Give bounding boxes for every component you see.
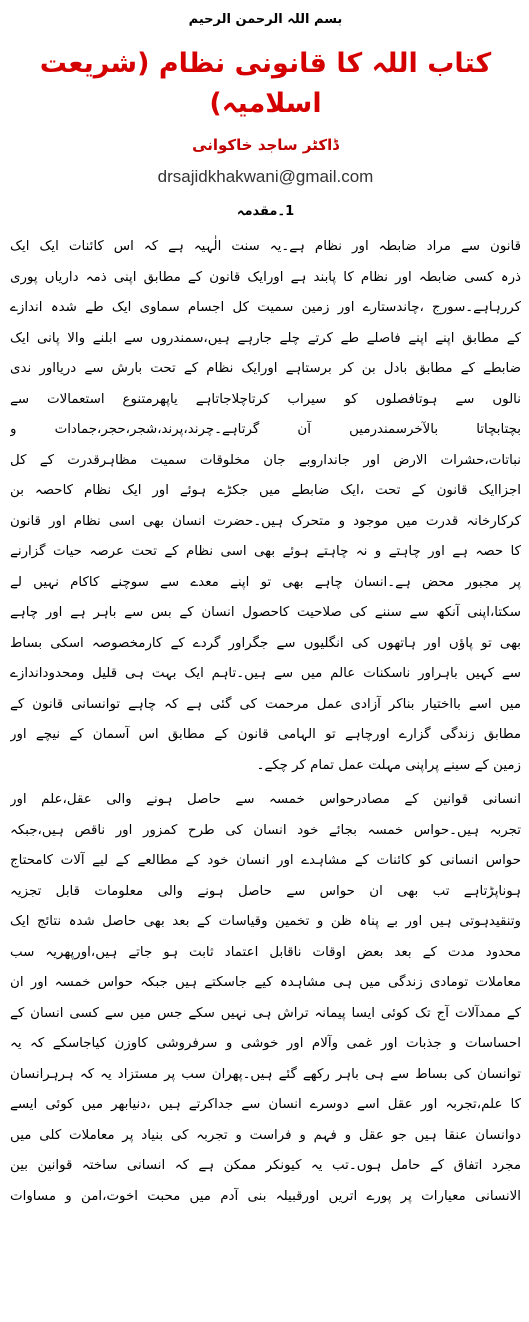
text-line: احساسات و جذبات اور غمی وآلام اور خوشی و سرفروشی کاوزن کیاجاسکے کہ یہ — [10, 1036, 521, 1051]
text-line: پر مجبور محض ہے۔انسان چاہے بھی تو اپنے معدے سے سوچنے کاکام نہیں لے — [10, 574, 521, 590]
text-line: بچتابچاتا بالآخرسمندرمیں آن گرتاہے۔چرند،پرند،شجر،حجر،جمادات و — [10, 422, 521, 437]
text-line: ضابطے کے مطابق بادل بن کر برستاہے اورایک نظام کے تحت بارش سے دریااور ندی — [10, 361, 521, 376]
text-line: الانسانی معیارات پر پورے اتریں اورقبیلہ بنی آدم میں محبت اخوت،امن و مساوات — [10, 1188, 521, 1204]
text-line: تجربہ ہیں۔حواس خمسہ بجائے خود انسان کی طرح کمزور اور ناقص ہیں،جبکہ — [10, 822, 521, 838]
text-line: وتنقیدہوتی ہیں اور بے پناہ ظن و تخمین وقیاسات کے بعد بھی حاصل شدہ نتائج ایک — [10, 914, 521, 929]
text-line: زمین کے سینے پراپنی مہلت عمل تمام کر چکے۔ — [256, 757, 521, 773]
text-line: کا حصہ ہے اور چاہتے و نہ چاہتے ہوئے بھی اسی نظام کے تحت عرصہ حیات گزارنے — [10, 544, 521, 559]
text-line: حواس انسانی کو کائنات کے مشاہدے اور انسان خود کے مطالعے کے لیے آلات کامحتاج — [10, 853, 521, 868]
author-name: ڈاکٹر ساجد خاکوانی — [192, 136, 339, 154]
text-line: محدود مدت کے بعد بعض اوقات ناقابل اعتماد ثابت ہو جاتے ہیں،اورپھریہ سب — [10, 944, 521, 960]
text-line: کرکارخانہ قدرت میں موجود و متحرک ہیں۔حضرت انسان بھی اسی نظام اور قانون — [10, 513, 521, 529]
text-line: بھی تو پاؤں اور ہاتھوں کی انگلیوں سے جگراور گردے کے کارمخصوصہ اسکی بساط — [10, 635, 521, 651]
text-line: میں اسے بااختیار بناکر آزادی عمل مرحمت کی گئی ہے کہ چاہے توانسانی قانون کے — [10, 696, 521, 712]
text-line: نباتات،حشرات الارض اور جانداروبے جان مخلوقات سمیت مظاہرقدرت کے کل — [10, 452, 521, 468]
text-line: کا علم،تجربہ اور عقل اسے دوسرے انسان سے جداکرتے ہیں ،دنیابھر میں کوئی ایسے — [10, 1097, 521, 1112]
text-line: قانون سے مراد ضابطہ اور نظام ہے۔یہ سنت الٰہیہ ہے کہ اس کائنات ایک ایک — [10, 239, 521, 254]
text-line: ذرہ کسی ضابطہ اور نظام کا پابند ہے اورایک قانون کے مطابق اپنی ذمہ داریاں پوری — [10, 269, 521, 285]
author-email: drsajidkhakwani@gmail.com — [157, 167, 374, 186]
text-line: دوانسان عنقا ہیں جو عقل و فہم و فراست و تجربہ کی بنیاد پر معاملات کلی میں — [10, 1127, 521, 1143]
bismillah: بسم اللہ الرحمن الرحیم — [188, 12, 343, 27]
text-line: مطابق زندگی گزارے اورچاہے تو الہامی قانون کے مطابق اس آسمان کے نیچے اور — [10, 727, 521, 742]
text-line: سکتا،اپنی آنکھ سے سننے کی صلاحیت کاحصول انسان کے بس سے باہر ہے اور چاہے — [10, 605, 521, 620]
paragraph-1 — [10, 232, 521, 781]
text-line: سے کہیں باہراور ناسکنات عالم میں سے ہیں۔تاہم ایک بہت ہی قلیل ومحدوداندازے — [10, 666, 521, 681]
text-line: معاملات تومادی زندگی میں ہی مشاہدہ کیے جاسکتے ہیں جبکہ حواس خمسہ اور ان — [10, 975, 521, 990]
text-line: انسانی قوانین کے مصادرحواس خمسہ سے حاصل ہونے والی عقل،علم اور — [10, 792, 521, 807]
text-line: اجزاایک قانون کے تحت ،ایک ضابطے میں جکڑے ہوئے اور ایک نظام کاحصہ بن — [10, 483, 521, 498]
text-line: نالوں سے ہوتافصلوں کو سیراب کرتاچلاجاتاہے یاپھرمتنوع استعمالات سے — [10, 391, 521, 407]
paragraph-2 — [10, 785, 521, 1212]
section-heading: 1۔مقدمہ — [236, 204, 295, 219]
text-line: توانسان کی بساط سے ہی باہر رکھے گئے ہیں۔پھران سب پر مستزاد یہ کہ ہرہرانسان — [10, 1066, 521, 1082]
text-line: کے ممدآلات آج تک کوئی ایسا پیمانہ تراش ہی نہیں سکے جس میں سے کسی انسان کے — [10, 1005, 521, 1021]
article-body — [10, 232, 521, 1212]
text-line: مجرد اتفاق کے حامل ہوں۔تب یہ کیونکر ممکن ہے کہ انسانی ساختہ قوانین بین — [10, 1158, 521, 1173]
text-line: ہوناپڑتاہے تب بھی ان حواس سے حاصل ہونے والی معلومات قابل تجزیہ — [10, 883, 521, 899]
article-title: کتاب اللہ کا قانونی نظام (شریعت اسلامیہ) — [39, 48, 492, 119]
text-line: کے مطابق اپنے اپنے فاصلے طے کرتے چلے جارہے ہیں،سمندروں سے ابلنے والا پانی ایک — [10, 330, 521, 346]
text-line: کررہاہے۔سورج ،چاندستارے اور زمین سمیت کل اجسام سماوی ایک طے شدہ اندازے — [10, 300, 521, 315]
